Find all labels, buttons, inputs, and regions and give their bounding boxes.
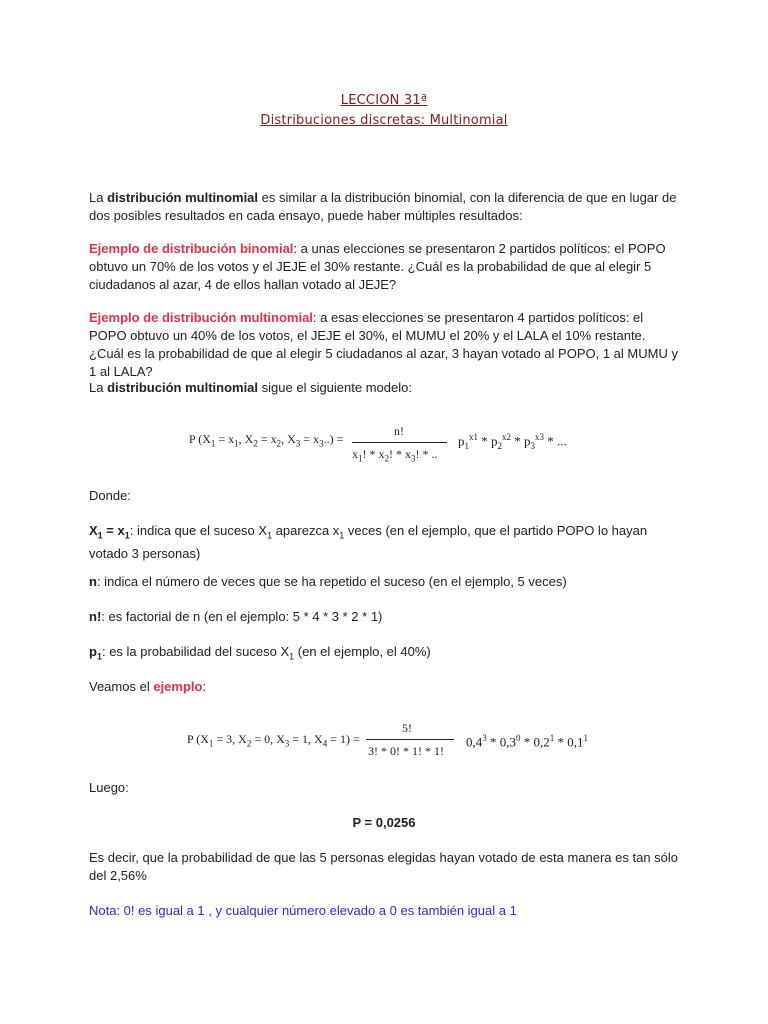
- definition-p1-text: : es la probabilidad del suceso $X_1$ (en el ejemplo, el 40%): [101, 644, 431, 662]
- multinomial-example-label: Ejemplo de distribución multinomial: [89, 310, 313, 325]
- intro-post: es similar a la distribución binomial, con la diferencia de que en lugar de dos posibles resultados en cada ensayo, puede haber múltiples resultados:: [89, 190, 677, 223]
- multinomial-example: [89, 309, 679, 381]
- definition-n: [89, 573, 679, 591]
- definition-p1: [89, 643, 679, 666]
- model-pre: La: [89, 380, 108, 395]
- intro-pre: La: [89, 190, 108, 205]
- intro-paragraph: [89, 189, 679, 225]
- page-title: Distribuciones discretas: Multinomial: [260, 113, 508, 128]
- luego-label: Luego:: [89, 780, 129, 795]
- lesson-number: LECCION 31ª: [340, 93, 428, 108]
- binomial-example: [89, 240, 679, 294]
- veamos-paragraph: [89, 678, 679, 696]
- veamos-highlight: ejemplo: [153, 679, 203, 694]
- formula1-lhs: P ($X_1 = x_1$, $X_2 = x_2$, $X_3 = x_3$..) =: [189, 432, 344, 449]
- formula1-numerator: n!: [394, 424, 404, 438]
- formula2-numerator: 5!: [402, 721, 412, 735]
- formula1-rhs: $p_1^{x1} * p_2^{x2} * p_3^{x3}$ * ...: [458, 432, 567, 451]
- intro-bold: distribución multinomial: [107, 190, 259, 205]
- definition-n-term: n: [89, 574, 97, 589]
- conclusion: Es decir, que la probabilidad de que las 5 personas elegidas hayan votado de esta manera es tan sólo del 2,56%: [89, 850, 679, 883]
- formula1-fraction-line: [352, 442, 447, 443]
- donde-label: Donde:: [89, 488, 131, 503]
- multinomial-example-text: : a esas elecciones se presentaron 4 partidos políticos: el POPO obtuvo un 40% de los votos, el JEJE el 30%, el MUMU el 20% y el LALA el 10% restante. ¿Cuál es la probabilidad de que al elegir 5 ciudadanos al azar, 3 hayan votado al POPO, 1 al MUMU y 1 al LALA?: [89, 310, 678, 379]
- model-post: sigue el siguiente modelo:: [258, 380, 412, 395]
- definition-factorial-text: : es factorial de n (en el ejemplo: 5 * 4 * 3 * 2 * 1): [101, 609, 383, 624]
- definition-x1: [89, 522, 679, 563]
- model-paragraph: [89, 379, 679, 397]
- veamos-post: :: [202, 679, 207, 694]
- formula1-denominator: $x_1$! * $x_2$! * $x_3$! * ..: [352, 447, 438, 464]
- veamos-pre: Veamos el: [89, 679, 154, 694]
- binomial-example-text: : a unas elecciones se presentaron 2 partidos políticos: el POPO obtuvo un 70% de los votos y el JEJE el 30% restante. ¿Cuál es la probabilidad de que al elegir 5 ciudadanos al azar, 4 de ellos hallan votado al JEJE?: [89, 241, 666, 292]
- formula2-fraction-line: [366, 739, 454, 740]
- definition-x1-term: $X_1 = x_1$: [89, 523, 130, 541]
- formula2-rhs: $0,4^3 * 0,3^0 * 0,2^1 * 0,1^1$: [466, 733, 588, 750]
- formula2-denominator: 3! * 0! * 1! * 1!: [368, 744, 444, 758]
- binomial-example-label: Ejemplo de distribución binomial: [89, 241, 294, 256]
- result: P = 0,0256: [352, 815, 416, 830]
- formula2-lhs: P ($X_1 = 3$, $X_2 = 0$, $X_3 = 1$, $X_4 = 1$) =: [187, 732, 360, 749]
- definition-factorial: [89, 608, 679, 626]
- definition-x1-text: : indica que el suceso $X_1$ aparezca $x_1$ veces (en el ejemplo, que el partido POPO lo hayan votado 3 personas): [89, 523, 648, 561]
- definition-p1-term: $p_1$: [89, 644, 102, 662]
- note: Nota: 0! es igual a 1 , y cualquier número elevado a 0 es también igual a 1: [89, 903, 517, 918]
- definition-n-text: : indica el número de veces que se ha repetido el suceso (en el ejemplo, 5 veces): [96, 574, 567, 589]
- model-bold: distribución multinomial: [107, 380, 259, 395]
- definition-factorial-term: n!: [89, 609, 102, 624]
